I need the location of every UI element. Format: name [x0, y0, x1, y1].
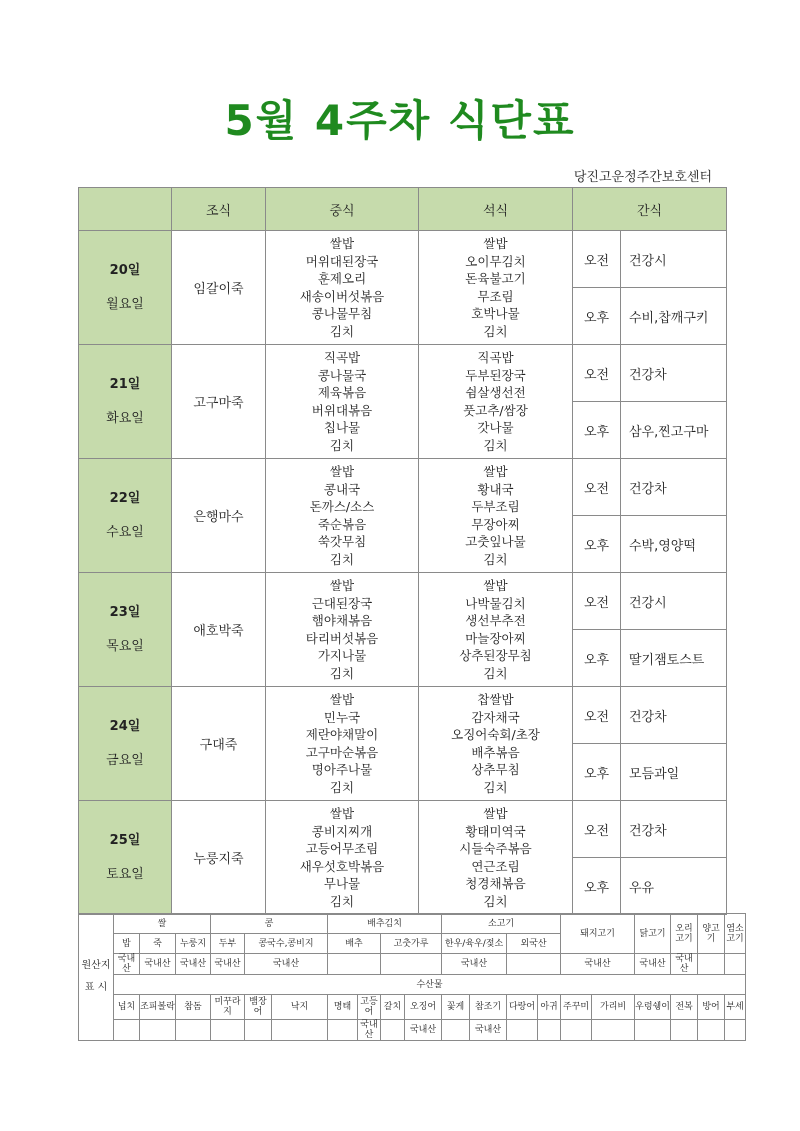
day-row: [79, 459, 727, 516]
day-row: [79, 687, 727, 744]
lunch-item: 훈제오리: [317, 271, 367, 286]
origin-value: [507, 954, 561, 975]
lunch-item: 칩나물: [323, 420, 361, 435]
day-weekday: 금요일: [106, 752, 144, 768]
lunch-cell: [266, 687, 419, 801]
lunch-item: 김치: [329, 893, 355, 909]
lunch-item: 제란야채말이: [305, 727, 379, 742]
day-weekday: 수요일: [106, 524, 144, 540]
origin-item: 배추: [328, 934, 381, 954]
seafood-value: [671, 1020, 698, 1041]
lunch-item: 새송이버섯볶음: [299, 288, 385, 304]
day-date: 20일: [109, 262, 141, 278]
dinner-item: 배추볶음: [471, 744, 520, 760]
breakfast-cell: 은행마수: [172, 459, 266, 573]
seafood-value: 국내산: [358, 1020, 381, 1041]
snack-time-pm: 오후: [573, 402, 621, 459]
seafood-item: 미꾸라지: [211, 995, 245, 1020]
origin-item: 밥: [114, 934, 140, 954]
day-row: [79, 573, 727, 630]
origin-group-rice: 쌀: [114, 914, 211, 934]
origin-group-goat: 염소고기: [725, 914, 746, 954]
dinner-item: 김치: [483, 893, 508, 909]
seafood-value: [635, 1020, 671, 1041]
dinner-item: 찹쌀밥: [477, 692, 514, 707]
dinner-item: 돈육불고기: [465, 271, 526, 286]
dinner-item: 감자채국: [471, 709, 520, 725]
seafood-item: 우렁쉥이: [635, 995, 671, 1020]
header-snack: 간식: [573, 188, 727, 231]
snack-pm: 딸기잼토스트: [621, 630, 727, 687]
page-title: 5월 4주차 식단표: [224, 96, 576, 145]
seafood-item: 가리비: [592, 995, 635, 1020]
snack-time-am: 오전: [573, 231, 621, 288]
origin-value: [328, 954, 381, 975]
seafood-value: [272, 1020, 328, 1041]
weekly-menu-table: [78, 187, 727, 915]
seafood-item: 넙치: [114, 995, 140, 1020]
dinner-item: 김치: [483, 551, 508, 567]
origin-value: 국내산: [176, 954, 211, 975]
breakfast-cell: 구대죽: [172, 687, 266, 801]
dinner-item: 마늘장아찌: [465, 630, 526, 646]
seafood-item: 부세: [725, 995, 746, 1020]
origin-table: [78, 913, 746, 1041]
dinner-item: 풋고추/쌈장: [463, 402, 528, 418]
dinner-item: 상추무침: [471, 762, 520, 777]
lunch-item: 근대된장국: [311, 595, 373, 611]
dinner-item: 시들숙주볶음: [459, 841, 532, 856]
seafood-item: 뱀장어: [245, 995, 272, 1020]
lunch-item: 콩비지찌개: [311, 823, 373, 839]
seafood-value: [381, 1020, 405, 1041]
day-label-cell: [79, 345, 172, 459]
dinner-item: 직곡밥: [477, 350, 514, 365]
lunch-item: 머위대된장국: [305, 253, 379, 269]
snack-am: 건강차: [621, 801, 727, 858]
dinner-cell: [419, 459, 573, 573]
origin-group-lamb: 양고기: [698, 914, 725, 954]
dinner-item: 황태미역국: [465, 823, 526, 839]
seafood-item: 다랑어: [507, 995, 538, 1020]
lunch-item: 무나물: [323, 876, 361, 891]
day-weekday: 토요일: [106, 866, 144, 882]
dinner-item: 생선부추전: [465, 613, 526, 628]
day-label-cell: [79, 687, 172, 801]
snack-pm: 모듬과일: [621, 744, 727, 801]
dinner-item: 오이무김치: [465, 253, 526, 269]
seafood-value: [442, 1020, 470, 1041]
seafood-value: [561, 1020, 592, 1041]
seafood-value: [592, 1020, 635, 1041]
origin-value: 국내산: [635, 954, 671, 975]
origin-value: 국내산: [561, 954, 635, 975]
seafood-value: [114, 1020, 140, 1041]
lunch-item: 콩내국: [323, 481, 361, 497]
seafood-value: [538, 1020, 561, 1041]
lunch-cell: [266, 459, 419, 573]
organization-name: 당진고운정주간보호센터: [573, 170, 712, 185]
day-row: [79, 231, 727, 288]
snack-time-am: 오전: [573, 687, 621, 744]
snack-time-pm: 오후: [573, 516, 621, 573]
lunch-item: 쌀밥: [329, 806, 355, 821]
breakfast-cell: 임갈이죽: [172, 231, 266, 345]
lunch-item: 고구마순볶음: [305, 744, 379, 760]
lunch-item: 콩나물국: [317, 367, 367, 383]
lunch-item: 김치: [329, 779, 355, 795]
dinner-item: 상추된장무침: [459, 648, 532, 663]
lunch-item: 가지나물: [317, 648, 367, 663]
snack-time-pm: 오후: [573, 288, 621, 345]
seafood-value: [698, 1020, 725, 1041]
seafood-item: 참조기: [470, 995, 507, 1020]
lunch-item: 직곡밥: [323, 350, 361, 365]
dinner-item: 오징어숙회/초장: [451, 727, 540, 742]
lunch-item: 쌀밥: [329, 578, 355, 593]
breakfast-cell: 애호박죽: [172, 573, 266, 687]
dinner-cell: [419, 345, 573, 459]
lunch-item: 명아주나물: [311, 762, 373, 777]
seafood-item: 참돔: [176, 995, 211, 1020]
lunch-cell: [266, 801, 419, 915]
lunch-item: 죽순볶음: [317, 516, 367, 532]
origin-group-bean: 콩: [211, 914, 328, 934]
day-weekday: 목요일: [106, 638, 144, 654]
seafood-item: 낙지: [272, 995, 328, 1020]
dinner-item: 고춧잎나물: [465, 534, 526, 549]
dinner-item: 연근조림: [471, 858, 520, 874]
header-blank: [79, 188, 172, 231]
origin-item: 누룽지: [176, 934, 211, 954]
day-date: 21일: [109, 376, 141, 392]
lunch-cell: [266, 231, 419, 345]
seafood-item: 전복: [671, 995, 698, 1020]
seafood-value: [328, 1020, 358, 1041]
origin-group-pork: 돼지고기: [561, 914, 635, 954]
dinner-item: 김치: [483, 437, 508, 453]
lunch-item: 쑥갓무침: [317, 534, 367, 549]
day-row: [79, 345, 727, 402]
origin-item: 외국산: [507, 934, 561, 954]
origin-group-seafood: 수산물: [114, 975, 746, 995]
lunch-item: 민누국: [323, 709, 361, 725]
origin-value: [381, 954, 442, 975]
seafood-item: 꽃게: [442, 995, 470, 1020]
snack-am: 건강차: [621, 459, 727, 516]
lunch-item: 콩나물무침: [311, 306, 373, 321]
seafood-value: [507, 1020, 538, 1041]
snack-time-am: 오전: [573, 573, 621, 630]
header-breakfast: 조식: [172, 188, 266, 231]
snack-time-am: 오전: [573, 345, 621, 402]
day-label-cell: [79, 801, 172, 915]
day-label-cell: [79, 231, 172, 345]
lunch-item: 돈까스/소스: [309, 499, 375, 514]
lunch-item: 쌀밥: [329, 464, 355, 479]
snack-am: 건강시: [621, 231, 727, 288]
dinner-item: 쌀밥: [483, 464, 508, 479]
seafood-item: 주꾸미: [561, 995, 592, 1020]
origin-item: 고춧가루: [381, 934, 442, 954]
origin-group-chicken: 닭고기: [635, 914, 671, 954]
origin-value: 국내산: [671, 954, 698, 975]
seafood-value: 국내산: [405, 1020, 442, 1041]
snack-pm: 우유: [621, 858, 727, 915]
seafood-value: [245, 1020, 272, 1041]
dinner-item: 쉼살생선전: [465, 385, 526, 400]
lunch-item: 김치: [329, 551, 355, 567]
breakfast-cell: 고구마죽: [172, 345, 266, 459]
day-weekday: 화요일: [106, 410, 144, 426]
snack-time-am: 오전: [573, 459, 621, 516]
lunch-item: 김치: [329, 437, 355, 453]
seafood-item: 조피볼락: [140, 995, 176, 1020]
header-lunch: 중식: [266, 188, 419, 231]
origin-value: 국내산: [140, 954, 176, 975]
origin-item: 콩국수,콩비지: [245, 934, 328, 954]
origin-item: 한우/육우/젖소: [442, 934, 507, 954]
origin-value: [725, 954, 746, 975]
origin-value: 국내산: [114, 954, 140, 975]
snack-pm: 수박,영양떡: [621, 516, 727, 573]
dinner-cell: [419, 573, 573, 687]
seafood-value: [211, 1020, 245, 1041]
lunch-item: 새우섯호박볶음: [299, 858, 385, 874]
dinner-item: 두부된장국: [465, 367, 526, 383]
day-label-cell: [79, 573, 172, 687]
snack-am: 건강차: [621, 345, 727, 402]
dinner-item: 쌀밥: [483, 578, 508, 593]
lunch-cell: [266, 573, 419, 687]
origin-item: 죽: [140, 934, 176, 954]
lunch-cell: [266, 345, 419, 459]
day-date: 25일: [109, 832, 141, 848]
dinner-item: 쌀밥: [483, 236, 508, 251]
dinner-cell: [419, 801, 573, 915]
snack-time-am: 오전: [573, 801, 621, 858]
seafood-item: 아귀: [538, 995, 561, 1020]
lunch-item: 제육볶음: [317, 385, 367, 400]
dinner-item: 나박물김치: [465, 595, 526, 611]
snack-pm: 수비,찹깨구키: [621, 288, 727, 345]
seafood-value: [176, 1020, 211, 1041]
dinner-item: 두부조림: [471, 499, 520, 514]
day-date: 22일: [109, 490, 141, 506]
snack-pm: 삼우,찐고구마: [621, 402, 727, 459]
dinner-item: 무조림: [477, 288, 514, 304]
day-row: [79, 801, 727, 858]
origin-value: [698, 954, 725, 975]
origin-value: 국내산: [245, 954, 328, 975]
origin-group-duck: 오리고기: [671, 914, 698, 954]
dinner-cell: [419, 687, 573, 801]
seafood-item: 고등어: [358, 995, 381, 1020]
day-label-cell: [79, 459, 172, 573]
origin-value: 국내산: [211, 954, 245, 975]
origin-side-label: 원산지 표 시: [79, 914, 114, 1041]
dinner-item: 무장아찌: [471, 516, 520, 532]
dinner-cell: [419, 231, 573, 345]
breakfast-cell: 누룽지죽: [172, 801, 266, 915]
dinner-item: 김치: [483, 779, 508, 795]
dinner-item: 김치: [483, 323, 508, 339]
menu-header-row: [79, 188, 727, 231]
origin-group-beef: 소고기: [442, 914, 561, 934]
seafood-value: [725, 1020, 746, 1041]
origin-value: 국내산: [442, 954, 507, 975]
seafood-value: 국내산: [470, 1020, 507, 1041]
seafood-item: 오징어: [405, 995, 442, 1020]
lunch-item: 쌀밥: [329, 692, 355, 707]
snack-am: 건강시: [621, 573, 727, 630]
seafood-item: 방어: [698, 995, 725, 1020]
dinner-item: 황내국: [477, 481, 514, 497]
lunch-item: 타리버섯볶음: [305, 630, 379, 646]
snack-time-pm: 오후: [573, 858, 621, 915]
dinner-item: 김치: [483, 665, 508, 681]
day-weekday: 월요일: [106, 296, 144, 312]
day-date: 23일: [109, 604, 141, 620]
dinner-item: 쌀밥: [483, 806, 508, 821]
dinner-item: 갓나물: [477, 420, 514, 435]
dinner-item: 청경채볶음: [465, 876, 526, 891]
origin-item: 두부: [211, 934, 245, 954]
lunch-item: 버위대볶음: [311, 402, 373, 418]
origin-group-cabbage: 배추김치: [328, 914, 442, 934]
day-date: 24일: [109, 718, 141, 734]
lunch-item: 고등어무조림: [305, 841, 379, 856]
seafood-item: 갈치: [381, 995, 405, 1020]
lunch-item: 쌀밥: [329, 236, 355, 251]
snack-time-pm: 오후: [573, 630, 621, 687]
lunch-item: 김치: [329, 323, 355, 339]
lunch-item: 김치: [329, 665, 355, 681]
lunch-item: 햄야채볶음: [311, 613, 373, 628]
dinner-item: 호박나물: [471, 306, 520, 321]
header-dinner: 석식: [419, 188, 573, 231]
seafood-item: 명태: [328, 995, 358, 1020]
snack-am: 건강차: [621, 687, 727, 744]
snack-time-pm: 오후: [573, 744, 621, 801]
seafood-value: [140, 1020, 176, 1041]
